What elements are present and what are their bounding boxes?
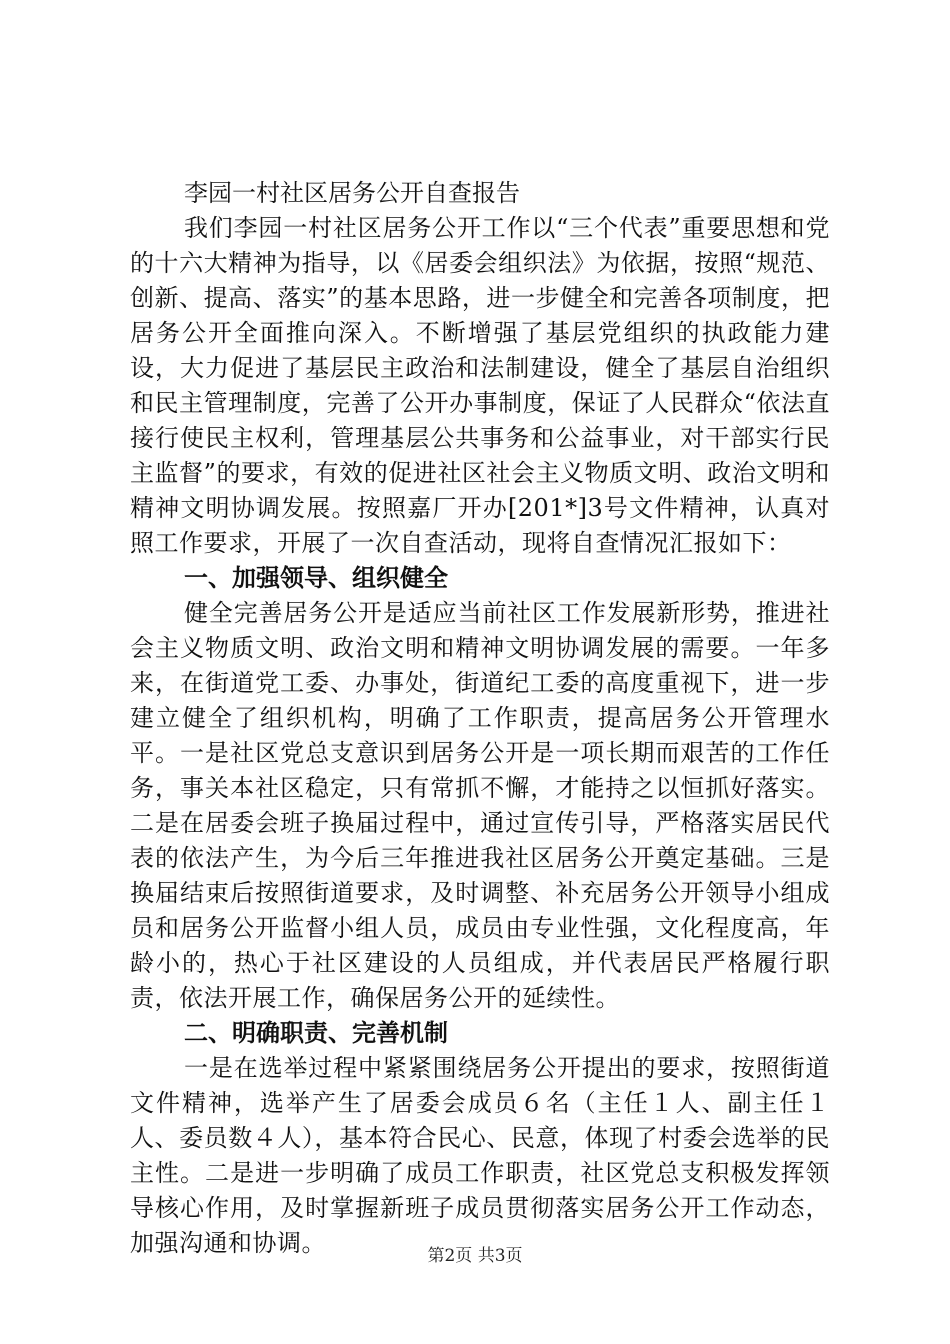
section-heading-1: 一、加强领导、组织健全 [184,564,448,592]
document-title: 李园一村社区居务公开自查报告 [184,179,520,207]
section-heading-2: 二、明确职责、完善机制 [184,1019,448,1047]
page-footer: 第2页 共3页 [427,1246,523,1266]
section-body-1: 健全完善居务公开是适应当前社区工作发展新形势，推进社会主义物质文明、政治文明和精神文明协调发展的需要。一年多来，在街道党工委、办事处，街道纪工委的高度重视下，进一步建立健全了组织机构，明确了工作职责，提高居务公开管理水平。一是社区党总支意识到居务公开是一项长期而艰苦的工作任务，事关本社区稳定，只有常抓不懈，才能持之以恒抓好落实。二是在居委会班子换届过程中，通过宣传引导，严格落实居民代表的依法产生，为今后三年推进我社区居务公开奠定基础。三是换届结束后按照街道要求，及时调整、补充居务公开领导小组成员和居务公开监督小组人员，成员由专业性强，文化程度高，年龄小的，热心于社区建设的人员组成，并代表居民严格履行职责，依法开展工作，确保居务公开的延续性。 [130,599,830,1012]
intro-paragraph: 我们李园一村社区居务公开工作以“三个代表”重要思想和党的十六大精神为指导，以《居委会组织法》为依据，按照“规范、创新、提高、落实”的基本思路，进一步健全和完善各项制度，把居务公开全面推向深入。不断增强了基层党组织的执政能力建设，大力促进了基层民主政治和法制建设，健全了基层自治组织和民主管理制度，完善了公开办事制度，保证了人民群众“依法直接行使民主权利，管理基层公共事务和公益事业，对干部实行民主监督”的要求，有效的促进社区社会主义物质文明、政治文明和精神文明协调发展。按照嘉厂开办[201*]3号文件精神，认真对照工作要求，开展了一次自查活动，现将自查情况汇报如下： [130,214,830,557]
section-body-2: 一是在选举过程中紧紧围绕居务公开提出的要求，按照街道文件精神，选举产生了居委会成员６名（主任１人、副主任１人、委员数４人），基本符合民心、民意，体现了村委会选举的民主性。二是进一步明确了成员工作职责，社区党总支积极发挥领导核心作用，及时掌握新班子成员贯彻落实居务公开工作动态，加强沟通和协调。 [130,1054,830,1257]
document-page [130,176,830,1261]
